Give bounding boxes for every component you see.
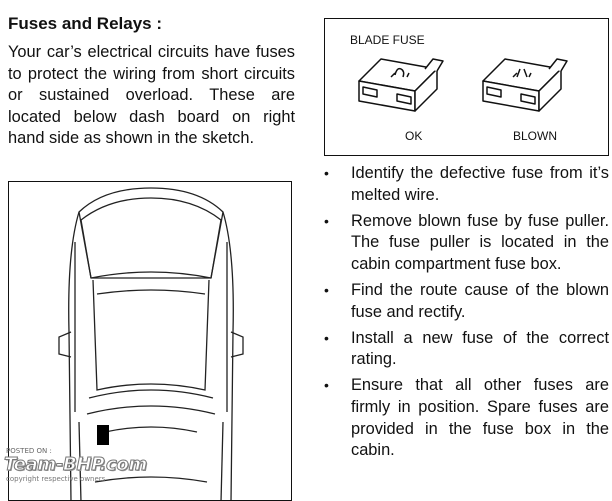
- blown-label: BLOWN: [513, 129, 558, 143]
- blown-fuse-icon: [483, 59, 567, 111]
- fuse-replacement-steps: [324, 163, 609, 466]
- watermark: [4, 446, 196, 486]
- ok-label: OK: [405, 129, 423, 143]
- step-item: • Remove blown fuse by fuse puller. The fuse puller is located in the cabin compartment fuse box.: [324, 211, 609, 276]
- step-item: • Install a new fuse of the correct rating.: [324, 328, 609, 371]
- intro-paragraph: Your car’s electrical circuits have fuses to protect the wiring from short circuits or sustained overload. These are located below dash board on right hand side as shown in the sketch.: [8, 43, 295, 148]
- section-title: Fuses and Relays :: [8, 14, 163, 33]
- step-item: • Ensure that all other fuses are firmly in position. Spare fuses are provided in the fuse box in the cabin.: [324, 375, 609, 461]
- blade-fuse-diagram: [324, 18, 609, 156]
- watermark-posted: POSTED ON :: [6, 447, 52, 455]
- fuse-box-location-marker: [97, 425, 109, 445]
- watermark-copyright: copyright respective owners: [6, 475, 106, 483]
- step-item: • Identify the defective fuse from it’s melted wire.: [324, 163, 609, 206]
- ok-fuse-icon: [359, 59, 443, 111]
- blade-fuse-title: BLADE FUSE: [350, 33, 425, 47]
- step-item: • Find the route cause of the blown fuse and rectify.: [324, 280, 609, 323]
- watermark-brand: Team-BHP.com: [4, 454, 147, 475]
